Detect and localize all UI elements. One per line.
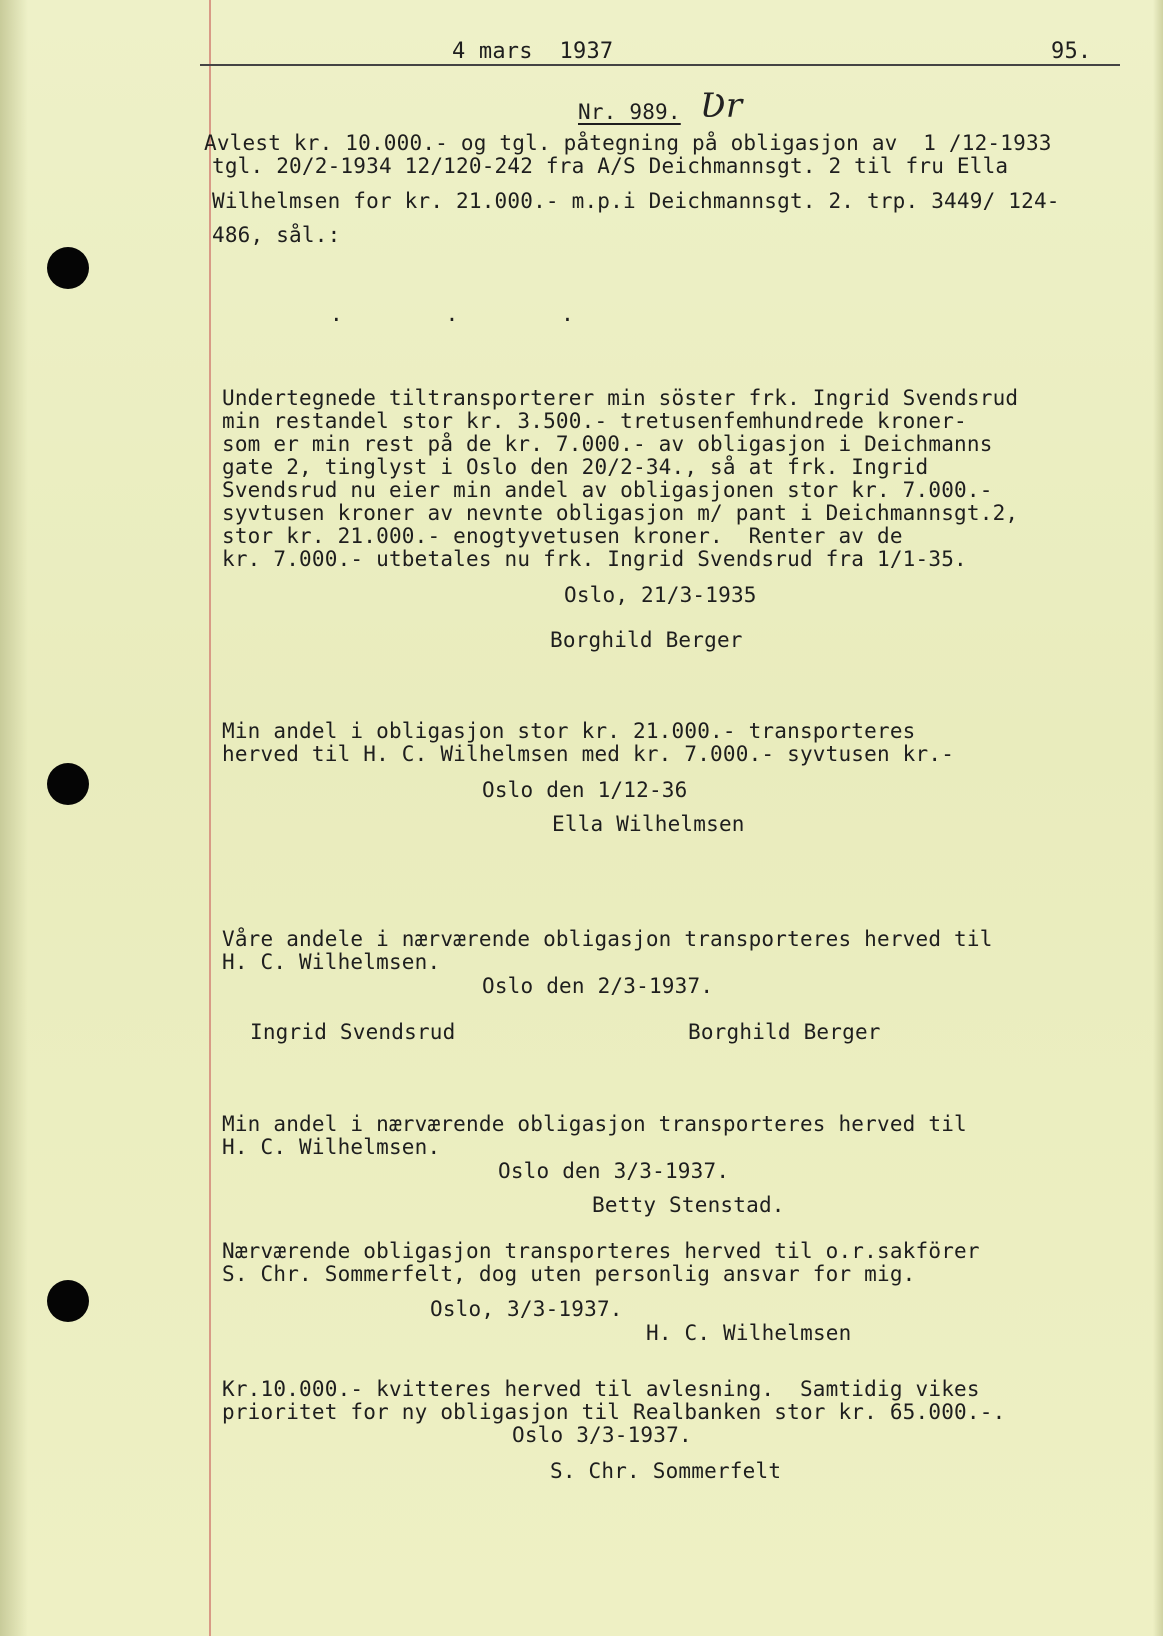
punch-hole <box>47 763 89 805</box>
intro-line: Wilhelmsen for kr. 21.000.- m.p.i Deichmannsgt. 2. trp. 3449/ 124- <box>212 189 1060 213</box>
handwritten-mark: Ʋr <box>700 86 743 126</box>
para3-signature-right: Borghild Berger <box>688 1020 881 1044</box>
para1-signature: Borghild Berger <box>550 628 743 652</box>
page-right-shadow <box>1153 0 1163 1636</box>
header-rule <box>200 64 1120 66</box>
page-number: 95. <box>1051 39 1092 64</box>
intro-line: 486, sål.: <box>212 223 341 247</box>
para1-place-date: Oslo, 21/3-1935 <box>564 583 757 607</box>
separator-dots: . . . <box>330 302 575 326</box>
margin-line <box>209 0 211 1636</box>
punch-hole <box>47 247 89 289</box>
page-edge-shadow <box>0 0 28 1636</box>
para4-line: H. C. Wilhelmsen. <box>222 1135 441 1159</box>
para3-place-date: Oslo den 2/3-1937. <box>482 974 714 998</box>
para2-place-date: Oslo den 1/12-36 <box>482 778 688 802</box>
para2-line: Min andel i obligasjon stor kr. 21.000.- transporteres <box>222 719 916 743</box>
intro-line: tgl. 20/2-1934 12/120-242 fra A/S Deichmannsgt. 2 til fru Ella <box>212 154 1009 178</box>
punch-hole <box>47 1280 89 1322</box>
para3-signature-left: Ingrid Svendsrud <box>250 1020 456 1044</box>
para6-place-date: Oslo 3/3-1937. <box>512 1423 692 1447</box>
para6-line: prioritet for ny obligasjon til Realbanken stor kr. 65.000.-. <box>222 1400 1006 1424</box>
para6-line: Kr.10.000.- kvitteres herved til avlesning. Samtidig vikes <box>222 1377 980 1401</box>
para1-line: Undertegnede tiltransporterer min söster frk. Ingrid Svendsrud <box>222 386 1019 410</box>
para4-line: Min andel i nærværende obligasjon transporteres herved til <box>222 1112 967 1136</box>
entry-number: Nr. 989. <box>578 100 681 124</box>
para5-line: Nærværende obligasjon transporteres herved til o.r.sakförer <box>222 1239 980 1263</box>
para5-signature: H. C. Wilhelmsen <box>646 1321 852 1345</box>
intro-line: Avlest kr. 10.000.- og tgl. påtegning på obligasjon av 1 /12-1933 <box>204 131 1052 155</box>
para1-line: gate 2, tinglyst i Oslo den 20/2-34., så at frk. Ingrid <box>222 455 929 479</box>
para5-line: S. Chr. Sommerfelt, dog uten personlig ansvar for mig. <box>222 1262 916 1286</box>
para2-signature: Ella Wilhelmsen <box>552 812 745 836</box>
para4-place-date: Oslo den 3/3-1937. <box>498 1159 730 1183</box>
para1-line: som er min rest på de kr. 7.000.- av obligasjon i Deichmanns <box>222 432 993 456</box>
header-date: 4 mars 1937 <box>452 39 614 64</box>
para3-line: Våre andele i nærværende obligasjon transporteres herved til <box>222 927 993 951</box>
para3-line: H. C. Wilhelmsen. <box>222 950 441 974</box>
para1-line: syvtusen kroner av nevnte obligasjon m/ pant i Deichmannsgt.2, <box>222 501 1019 525</box>
para1-line: stor kr. 21.000.- enogtyvetusen kroner. Renter av de <box>222 524 903 548</box>
para4-signature: Betty Stenstad. <box>592 1193 785 1217</box>
para2-line: herved til H. C. Wilhelmsen med kr. 7.000.- syvtusen kr.- <box>222 742 955 766</box>
para1-line: min restandel stor kr. 3.500.- tretusenfemhundrede kroner- <box>222 409 967 433</box>
para5-place-date: Oslo, 3/3-1937. <box>430 1297 623 1321</box>
para6-signature: S. Chr. Sommerfelt <box>550 1459 782 1483</box>
para1-line: Svendsrud nu eier min andel av obligasjonen stor kr. 7.000.- <box>222 478 993 502</box>
para1-line: kr. 7.000.- utbetales nu frk. Ingrid Svendsrud fra 1/1-35. <box>222 547 967 571</box>
